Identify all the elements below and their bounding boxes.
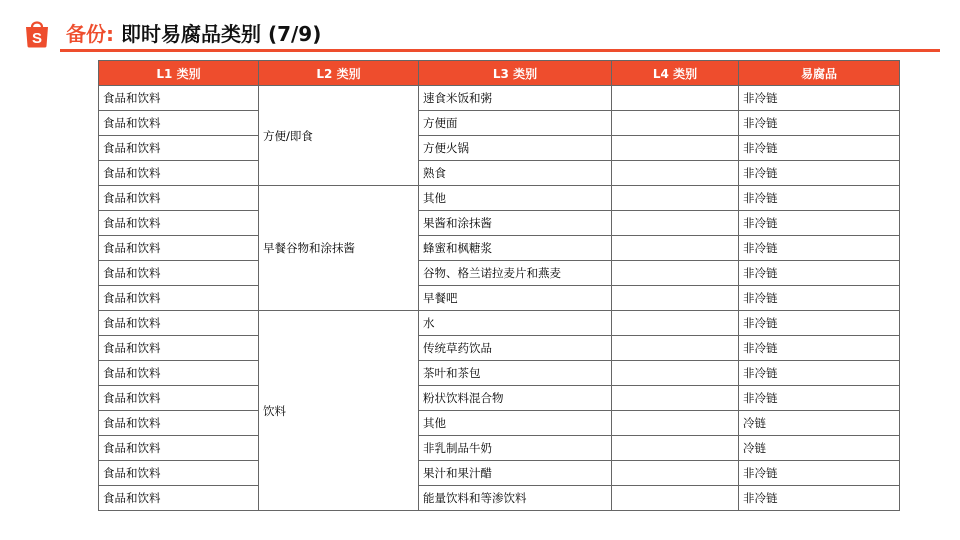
cell-l3: 非乳制品牛奶 [419,436,612,461]
category-table [98,60,900,511]
cell-l4 [612,236,739,261]
cell-perishable: 非冷链 [739,336,900,361]
table-row [99,486,900,511]
cell-l4 [612,411,739,436]
cell-l4 [612,336,739,361]
table-row [99,286,900,311]
cell-l1: 食品和饮料 [99,486,259,511]
cell-l4 [612,286,739,311]
cell-l4 [612,261,739,286]
table-row [99,461,900,486]
cell-l1: 食品和饮料 [99,86,259,111]
table-row [99,136,900,161]
cell-l1: 食品和饮料 [99,136,259,161]
cell-l4 [612,211,739,236]
header-l4: L4 类别 [612,61,739,86]
shopee-bag-icon [24,18,50,48]
cell-l1: 食品和饮料 [99,361,259,386]
cell-l1: 食品和饮料 [99,411,259,436]
cell-l1: 食品和饮料 [99,436,259,461]
cell-l2: 饮料 [259,311,419,511]
table-row [99,111,900,136]
table-row [99,186,900,211]
cell-l3: 熟食 [419,161,612,186]
cell-l4 [612,311,739,336]
cell-l1: 食品和饮料 [99,386,259,411]
title-prefix: 备份: [66,22,114,46]
cell-l4 [612,436,739,461]
cell-perishable: 非冷链 [739,211,900,236]
cell-l3: 其他 [419,411,612,436]
cell-l3: 果汁和果汁醋 [419,461,612,486]
page-title [66,20,321,48]
cell-l1: 食品和饮料 [99,111,259,136]
table-row [99,236,900,261]
table-header-row [99,61,900,86]
table-body [99,86,900,511]
cell-l3: 传统草药饮品 [419,336,612,361]
table-row [99,86,900,111]
header-l3: L3 类别 [419,61,612,86]
cell-l2: 方便/即食 [259,86,419,186]
cell-perishable: 非冷链 [739,486,900,511]
table-row [99,411,900,436]
cell-l4 [612,111,739,136]
table-row [99,161,900,186]
table-row [99,436,900,461]
title-page: (7/9) [267,22,322,46]
cell-perishable: 非冷链 [739,386,900,411]
cell-perishable: 非冷链 [739,236,900,261]
cell-l3: 方便火锅 [419,136,612,161]
cell-perishable: 非冷链 [739,136,900,161]
cell-l3: 茶叶和茶包 [419,361,612,386]
cell-l3: 能量饮料和等渗饮料 [419,486,612,511]
cell-l3: 其他 [419,186,612,211]
title-main: 即时易腐品类别 [120,22,261,46]
cell-perishable: 非冷链 [739,361,900,386]
cell-l3: 蜂蜜和枫糖浆 [419,236,612,261]
header-perishable: 易腐品 [739,61,900,86]
cell-l3: 谷物、格兰诺拉麦片和燕麦 [419,261,612,286]
cell-l3: 粉状饮料混合物 [419,386,612,411]
cell-l1: 食品和饮料 [99,261,259,286]
cell-l4 [612,86,739,111]
cell-l4 [612,186,739,211]
cell-l3: 果酱和涂抹酱 [419,211,612,236]
header-l2: L2 类别 [259,61,419,86]
logo-letter: S [31,30,43,47]
cell-l1: 食品和饮料 [99,311,259,336]
table-row [99,211,900,236]
table-row [99,386,900,411]
table-row [99,361,900,386]
cell-l3: 水 [419,311,612,336]
cell-perishable: 非冷链 [739,86,900,111]
cell-l4 [612,386,739,411]
cell-l1: 食品和饮料 [99,186,259,211]
cell-l1: 食品和饮料 [99,211,259,236]
table-row [99,261,900,286]
header-l1: L1 类别 [99,61,259,86]
cell-l4 [612,136,739,161]
table-row [99,311,900,336]
cell-l4 [612,461,739,486]
cell-perishable: 非冷链 [739,261,900,286]
cell-l3: 方便面 [419,111,612,136]
cell-l4 [612,361,739,386]
cell-l4 [612,161,739,186]
cell-perishable: 非冷链 [739,311,900,336]
cell-l3: 早餐吧 [419,286,612,311]
table-row [99,336,900,361]
cell-l2: 早餐谷物和涂抹酱 [259,186,419,311]
cell-l4 [612,486,739,511]
cell-l1: 食品和饮料 [99,336,259,361]
cell-perishable: 非冷链 [739,186,900,211]
cell-l1: 食品和饮料 [99,236,259,261]
cell-perishable: 冷链 [739,411,900,436]
cell-perishable: 非冷链 [739,286,900,311]
cell-l3: 速食米饭和粥 [419,86,612,111]
cell-perishable: 非冷链 [739,111,900,136]
cell-l1: 食品和饮料 [99,286,259,311]
cell-perishable: 冷链 [739,436,900,461]
title-divider [60,49,940,52]
cell-l1: 食品和饮料 [99,161,259,186]
cell-perishable: 非冷链 [739,461,900,486]
cell-perishable: 非冷链 [739,161,900,186]
cell-l1: 食品和饮料 [99,461,259,486]
